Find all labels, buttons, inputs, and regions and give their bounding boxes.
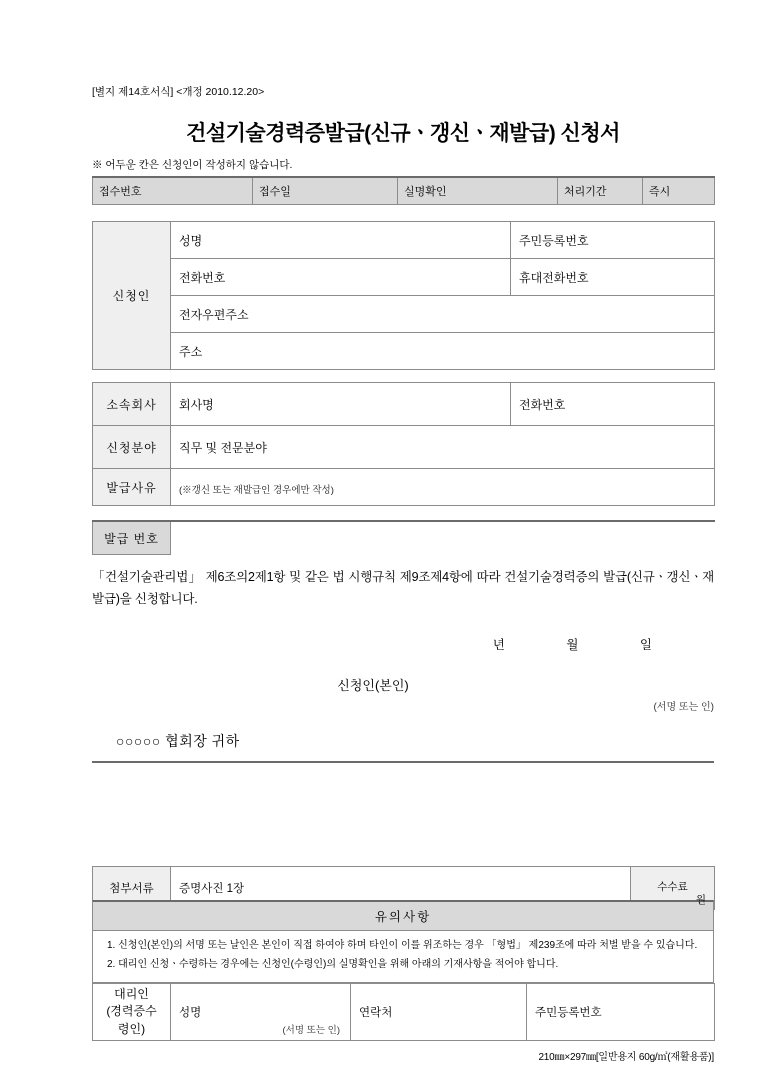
applicant-phone-field[interactable]: 전화번호 (171, 259, 511, 296)
agent-label (93, 984, 171, 1041)
receipt-no-label: 접수번호 (93, 177, 253, 205)
verify-label: 실명확인 (398, 177, 558, 205)
date-year: 년 (492, 637, 511, 652)
date-month: 월 (566, 637, 585, 652)
applicant-table (92, 221, 715, 370)
receipt-header-table (92, 176, 715, 205)
issue-number-label: 발급 번호 (93, 521, 171, 555)
signature-hint: (서명 또는 인) (653, 701, 714, 713)
company-phone-field[interactable]: 전화번호 (511, 383, 715, 426)
applicant-email-field[interactable]: 전자우편주소 (171, 296, 715, 333)
fee-value: 원 (695, 894, 706, 906)
company-name-field[interactable]: 회사명 (171, 383, 511, 426)
form-code: [별지 제14호서식] <개정 2010.12.20> (92, 86, 265, 98)
applicant-signature-label: 신청인(본인) (337, 677, 409, 693)
agent-rrn-field[interactable]: 주민등록번호 (527, 984, 715, 1041)
applicant-section-label: 신청인 (93, 222, 171, 370)
paper-spec-note: 210㎜×297㎜[일반용지 60g/㎡(재활용품)] (538, 1052, 714, 1063)
attachment-label: 첨부서류 (93, 867, 171, 910)
company-section-label: 소속회사 (93, 383, 171, 426)
issue-number-value[interactable] (171, 521, 715, 555)
attachment-value: 증명사진 1장 (171, 867, 631, 910)
process-period-label: 처리기간 (558, 177, 643, 205)
agent-name-label: 성명 (179, 1007, 202, 1020)
agent-label-line1: 대리인 (114, 987, 149, 1001)
reason-field[interactable] (171, 469, 715, 506)
form-sheet (92, 0, 714, 763)
date-day: 일 (639, 637, 658, 652)
agent-contact-field[interactable]: 연락처 (351, 984, 527, 1041)
caution-item-2: 2. 대리인 신청ㆍ수령하는 경우에는 신청인(수령인)의 실명확인을 위해 아래의 기재사항을 적어야 합니다. (107, 958, 559, 970)
reason-section-label: 발급사유 (93, 469, 171, 506)
process-period-value: 즉시 (643, 177, 715, 205)
caution-item-1: 1. 신청인(본인)의 서명 또는 날인은 본인이 직접 하여야 하며 타인이 이를 위조하는 경우 「형법」 제239조에 따라 처벌 받을 수 있습니다. (107, 940, 698, 951)
page-title: 건설기술경력증발급(신규ㆍ갱신ㆍ재발급) 신청서 (186, 122, 620, 145)
date-line (92, 635, 714, 653)
form-notice: ※ 어두운 칸은 신청인이 작성하지 않습니다. (92, 159, 293, 171)
section-divider (92, 761, 714, 763)
statement-text: 「건설기술관리법」 제6조의2제1항 및 같은 법 시행규칙 제9조제4항에 따라 건설기술경력증의 발급(신규ㆍ갱신ㆍ재발급)을 신청합니다. (92, 570, 714, 606)
agent-table (92, 983, 715, 1041)
receipt-date-label: 접수일 (253, 177, 398, 205)
field-section-label: 신청분야 (93, 426, 171, 469)
agent-label-line2: (경력증수령인) (106, 1004, 157, 1036)
agent-sign-hint: (서명 또는 인) (282, 1025, 340, 1037)
association-recipient: ○○○○○ 협회장 귀하 (116, 732, 240, 749)
company-field-table (92, 382, 715, 506)
footer-section (92, 866, 714, 1041)
fee-label: 수수료 (631, 867, 715, 910)
applicant-address-field[interactable]: 주소 (171, 333, 715, 370)
caution-title: 유의사항 (92, 900, 714, 931)
applicant-rrn-field[interactable]: 주민등록번호 (511, 222, 715, 259)
duty-field[interactable]: 직무 및 전문분야 (171, 426, 715, 469)
applicant-mobile-field[interactable]: 휴대전화번호 (511, 259, 715, 296)
caution-body (92, 931, 714, 983)
applicant-name-field[interactable]: 성명 (171, 222, 511, 259)
reason-note: (※갱신 또는 재발급인 경우에만 작성) (179, 485, 334, 496)
issue-number-table (92, 520, 715, 555)
agent-name-field[interactable] (171, 984, 351, 1041)
